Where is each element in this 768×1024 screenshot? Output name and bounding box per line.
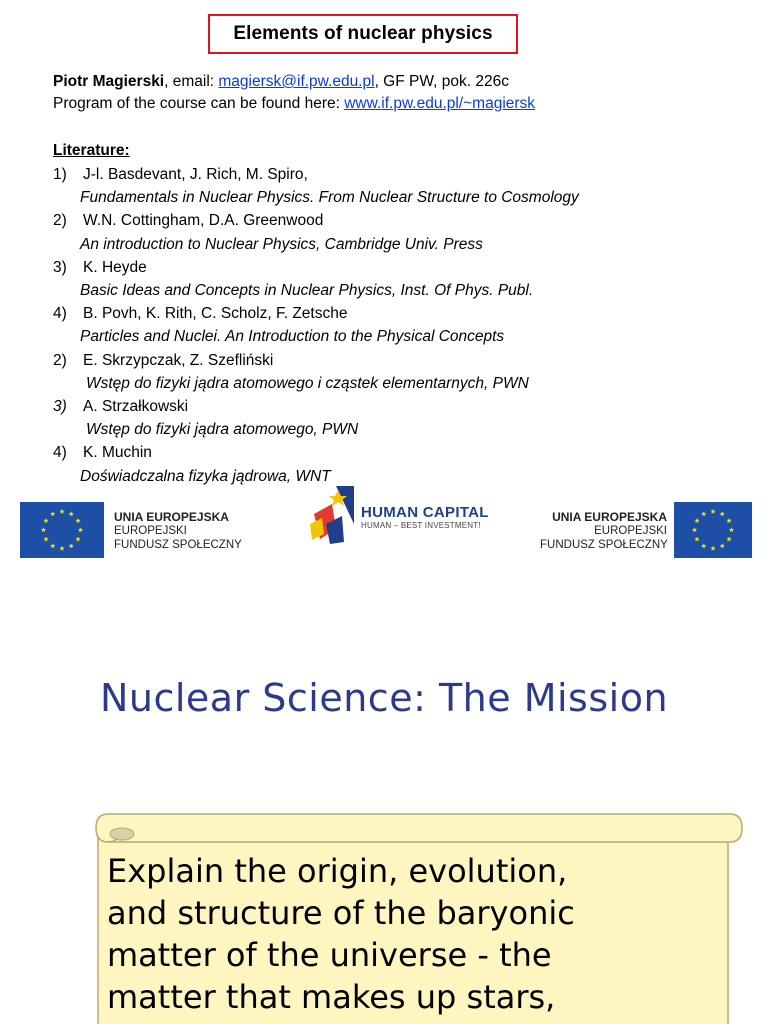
list-item: [53, 163, 579, 209]
eu-line3: FUNDUSZ SPOŁECZNY: [114, 539, 242, 551]
literature-list: [53, 163, 579, 488]
list-item: [53, 395, 579, 441]
item-authors: E. Skrzypczak, Z. Szefliński: [83, 351, 274, 369]
document-title: Elements of nuclear physics: [208, 14, 518, 54]
item-number: 1): [53, 166, 67, 183]
item-authors: K. Heyde: [83, 258, 147, 276]
item-title: Fundamentals in Nuclear Physics. From Nuclear Structure to Cosmology: [80, 189, 579, 207]
author-line: [53, 71, 509, 93]
list-item: [53, 441, 579, 487]
email-prefix: , email:: [164, 73, 219, 90]
course-link[interactable]: www.if.pw.edu.pl/~magiersk: [344, 95, 536, 112]
hc-subtitle: HUMAN – BEST INVESTMENT!: [361, 521, 481, 530]
course-text: Program of the course can be found here:: [53, 95, 345, 112]
eu-line2: EUROPEJSKI: [594, 525, 667, 537]
item-number: 4): [53, 444, 67, 462]
author-name: Piotr Magierski: [53, 73, 165, 90]
eu-line3: FUNDUSZ SPOŁECZNY: [540, 539, 668, 551]
human-capital-logo-icon: [306, 484, 356, 546]
mission-line: matter that makes up stars,: [107, 978, 556, 1016]
eu-flag-icon: [674, 502, 752, 558]
eu-flag-icon: [20, 502, 104, 558]
course-line: [53, 93, 535, 115]
mission-line: matter of the universe - the: [107, 936, 552, 974]
eu-logo-text-left: [114, 510, 242, 552]
item-number: 2): [53, 212, 67, 230]
literature-heading: Literature:: [53, 142, 130, 159]
item-number: 3): [53, 258, 67, 276]
list-item: [53, 256, 579, 302]
mission-line: Explain the origin, evolution,: [107, 852, 568, 890]
item-number: 4): [53, 305, 67, 323]
item-authors: W.N. Cottingham, D.A. Greenwood: [83, 212, 324, 230]
list-item: [53, 349, 579, 395]
item-authors: B. Povh, K. Rith, C. Scholz, F. Zetsche: [83, 305, 348, 323]
author-location: , GF PW, pok. 226c: [374, 73, 509, 90]
item-number: 3): [53, 398, 67, 416]
mission-line: and structure of the baryonic: [107, 894, 575, 932]
human-capital-text: [361, 504, 489, 530]
mission-title: Nuclear Science: The Mission: [99, 676, 669, 720]
item-title: Wstęp do fizyki jądra atomowego, PWN: [86, 421, 359, 439]
item-number: 2): [53, 351, 67, 369]
hc-title: HUMAN CAPITAL: [361, 504, 489, 521]
email-link[interactable]: magiersk@if.pw.edu.pl: [218, 73, 375, 90]
item-authors: A. Strzałkowski: [83, 398, 189, 416]
item-title: Wstęp do fizyki jądra atomowego i cząstek elementarnych, PWN: [86, 374, 529, 392]
eu-line1: UNIA EUROPEJSKA: [552, 510, 667, 524]
item-title: Doświadczalna fizyka jądrowa, WNT: [80, 467, 331, 485]
eu-line2: EUROPEJSKI: [114, 525, 187, 537]
item-title: Basic Ideas and Concepts in Nuclear Physics, Inst. Of Phys. Publ.: [80, 282, 534, 300]
eu-line1: UNIA EUROPEJSKA: [114, 510, 229, 524]
mission-statement: [107, 850, 707, 1018]
list-item: [53, 302, 579, 348]
item-authors: K. Muchin: [83, 444, 152, 462]
item-title: Particles and Nuclei. An Introduction to the Physical Concepts: [80, 328, 505, 346]
item-authors: J-l. Basdevant, J. Rich, M. Spiro,: [83, 166, 308, 183]
eu-logo-text-right: [540, 510, 667, 552]
list-item: [53, 209, 579, 255]
item-title: An introduction to Nuclear Physics, Cambridge Univ. Press: [80, 235, 483, 253]
